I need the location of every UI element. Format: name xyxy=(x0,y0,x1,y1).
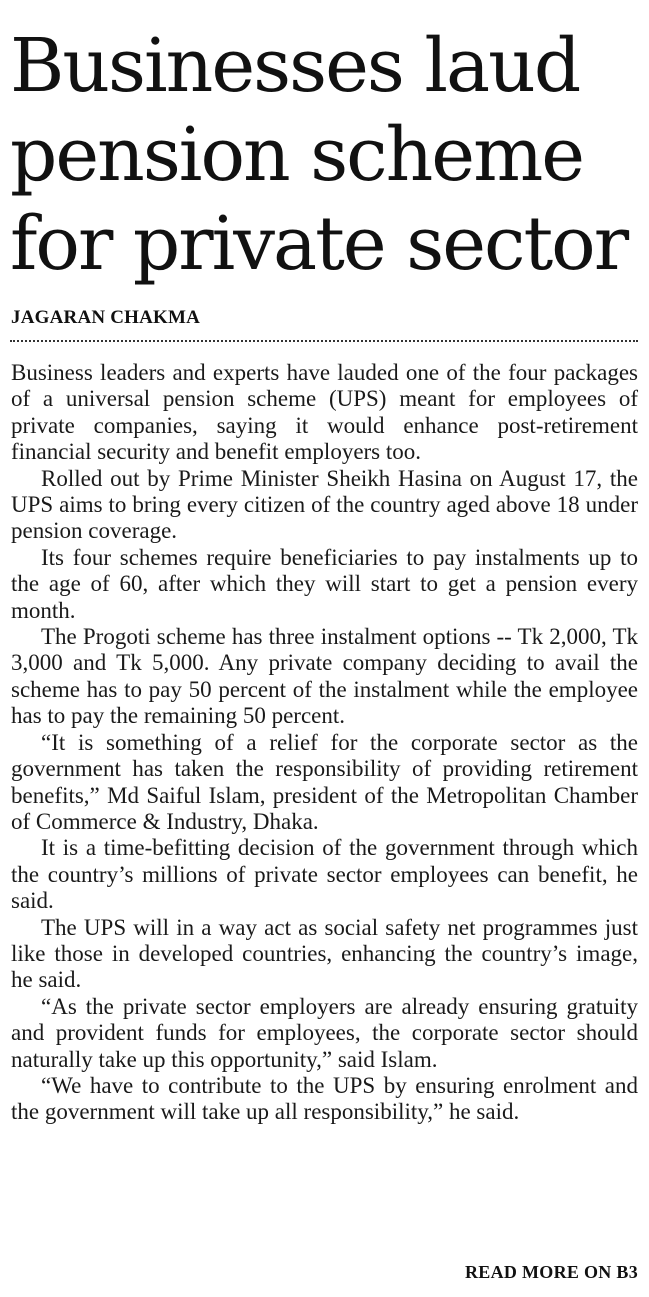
headline xyxy=(10,22,645,289)
dotted-divider xyxy=(10,340,638,342)
paragraph-4: The Progoti scheme has three instalment options -- Tk 2,000, Tk 3,000 and Tk 5,000. Any private company deciding to avail the scheme has to pay 50 percent of the instalment while the employee has to pay the remaining 50 percent. xyxy=(11,624,638,729)
read-more-link[interactable]: READ MORE ON B3 xyxy=(464,1262,638,1282)
paragraph-9: “We have to contribute to the UPS by ensuring enrolment and the government will take up all responsibility,” he said. xyxy=(11,1072,638,1125)
paragraph-2: Rolled out by Prime Minister Sheikh Hasina on August 17, the UPS aims to bring every citizen of the country aged above 18 under pension coverage. xyxy=(11,465,638,544)
headline-line-2: pension scheme xyxy=(10,112,584,198)
paragraph-6: It is a time-befitting decision of the government through which the country’s millions of private sector employees can benefit, he said. xyxy=(11,835,638,914)
paragraph-1: Business leaders and experts have lauded one of the four packages of a universal pension scheme (UPS) meant for employees of private companies, saying it would enhance post-retirement financial security and benefit employers too. xyxy=(11,360,638,465)
paragraph-5: “It is something of a relief for the corporate sector as the government has taken the responsibility of providing retirement benefits,” Md Saiful Islam, president of the Metropolitan Chamber of Commerce & Industry, Dhaka. xyxy=(11,729,638,834)
headline-line-3: for private sector xyxy=(10,201,628,287)
byline: JAGARAN CHAKMA xyxy=(11,307,201,328)
paragraph-3: Its four schemes require beneficiaries to pay instalments up to the age of 60, after which they will start to get a pension every month. xyxy=(11,544,638,623)
paragraph-8: “As the private sector employers are already ensuring gratuity and provident funds for employees, the corporate sector should naturally take up this opportunity,” said Islam. xyxy=(11,993,638,1072)
article-body xyxy=(11,360,638,1126)
paragraph-7: The UPS will in a way act as social safety net programmes just like those in developed countries, enhancing the country’s image, he said. xyxy=(11,914,638,993)
headline-line-1: Businesses laud xyxy=(10,23,580,109)
